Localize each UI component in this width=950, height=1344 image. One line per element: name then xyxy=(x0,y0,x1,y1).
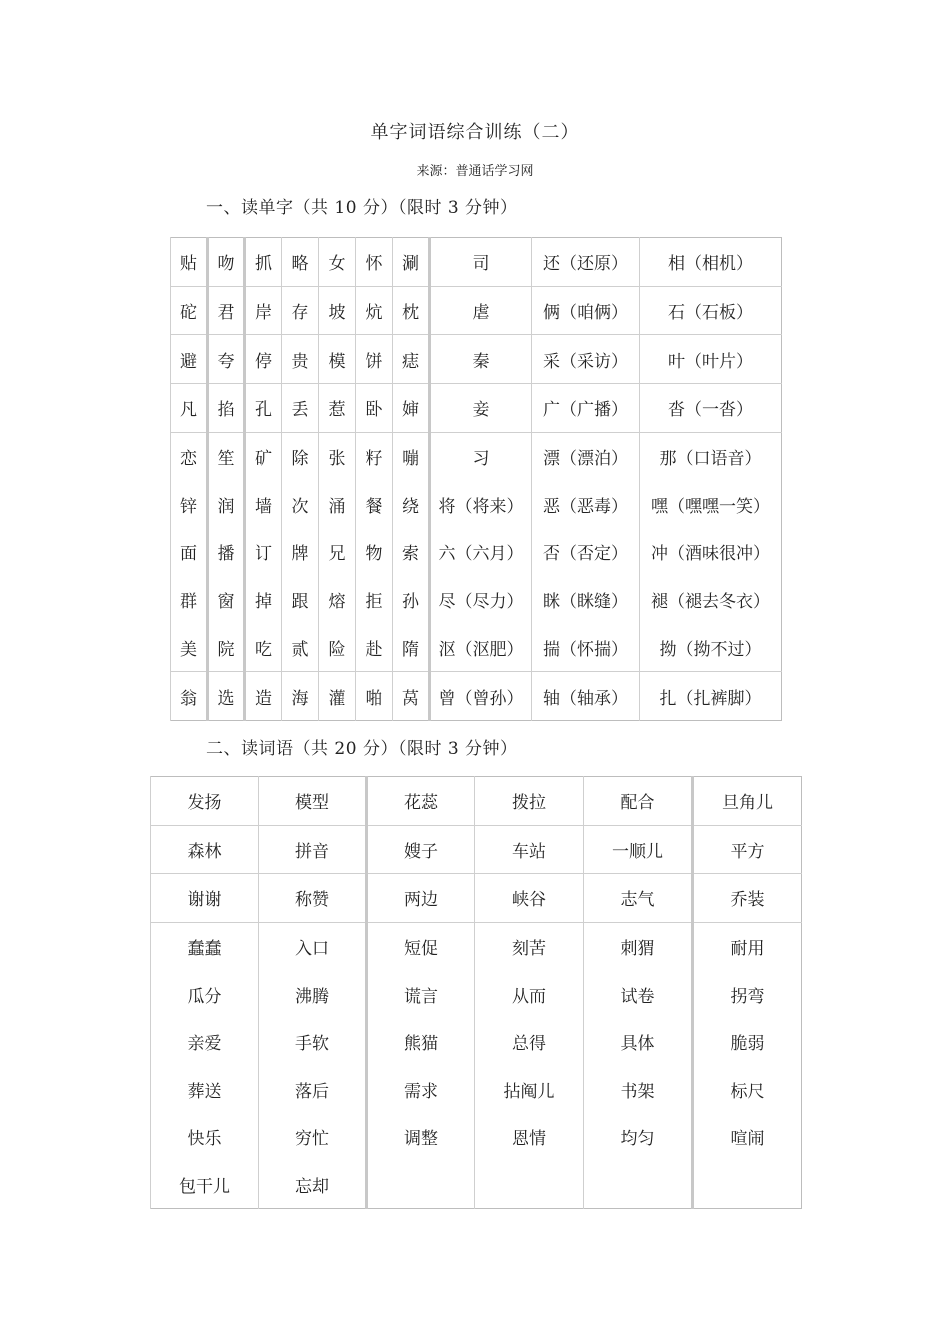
table-row xyxy=(171,528,782,576)
table-cell: 花蕊 xyxy=(367,777,475,826)
table-cell: 嘿（嘿嘿一笑） xyxy=(640,480,782,528)
table-cell: 峡谷 xyxy=(475,874,584,923)
table-cell: 恶（恶毒） xyxy=(532,480,640,528)
table-cell: 岸 xyxy=(245,286,282,335)
table-cell: 啪 xyxy=(356,672,393,721)
table-cell: 翁 xyxy=(171,672,208,721)
table-cell: 痣 xyxy=(393,335,430,384)
table-cell: 六（六月） xyxy=(430,528,532,576)
table-cell: 眯（眯缝） xyxy=(532,576,640,624)
table-cell: 妾 xyxy=(430,384,532,433)
table-cell: 习 xyxy=(430,432,532,480)
section2-heading: 二、读词语（共 20 分）（限时 3 分钟） xyxy=(206,739,518,759)
table-cell: 订 xyxy=(245,528,282,576)
table-cell: 车站 xyxy=(475,825,584,874)
table-cell: 漂（漂泊） xyxy=(532,432,640,480)
table-row xyxy=(151,970,802,1018)
table-cell: 籽 xyxy=(356,432,393,480)
table-cell: 笙 xyxy=(208,432,245,480)
table-row xyxy=(151,825,802,874)
table-cell: 秦 xyxy=(430,335,532,384)
table-cell: 枕 xyxy=(393,286,430,335)
table-cell: 险 xyxy=(319,624,356,672)
table-cell: 跟 xyxy=(282,576,319,624)
table-cell: 嫂子 xyxy=(367,825,475,874)
table-cell: 莴 xyxy=(393,672,430,721)
table-cell: 兄 xyxy=(319,528,356,576)
table-cell: 卧 xyxy=(356,384,393,433)
table-cell: 坡 xyxy=(319,286,356,335)
table-cell: 孙 xyxy=(393,576,430,624)
table-cell: 恋 xyxy=(171,432,208,480)
table-cell: 谎言 xyxy=(367,970,475,1018)
table-cell: 润 xyxy=(208,480,245,528)
table-cell: 司 xyxy=(430,238,532,287)
table-cell: 虐 xyxy=(430,286,532,335)
table-cell: 还（还原） xyxy=(532,238,640,287)
table-cell: 称赞 xyxy=(259,874,367,923)
table-cell: 平方 xyxy=(693,825,802,874)
table-cell: 总得 xyxy=(475,1018,584,1066)
table-cell: 具体 xyxy=(584,1018,693,1066)
table-row xyxy=(171,238,782,287)
table-cell: 美 xyxy=(171,624,208,672)
table-row xyxy=(171,384,782,433)
table-cell: 俩（咱俩） xyxy=(532,286,640,335)
table-cell: 掉 xyxy=(245,576,282,624)
table-cell: 否（否定） xyxy=(532,528,640,576)
table-cell: 涌 xyxy=(319,480,356,528)
table-cell: 女 xyxy=(319,238,356,287)
table-cell: 沸腾 xyxy=(259,970,367,1018)
table-row xyxy=(151,1018,802,1066)
table-row xyxy=(171,624,782,672)
table-cell: 需求 xyxy=(367,1066,475,1114)
table-cell: 模 xyxy=(319,335,356,384)
table-cell xyxy=(693,1161,802,1209)
table-cell: 快乐 xyxy=(151,1113,259,1161)
single-character-table xyxy=(170,237,782,721)
table-cell: 一顺儿 xyxy=(584,825,693,874)
table-cell: 窗 xyxy=(208,576,245,624)
table-cell: 君 xyxy=(208,286,245,335)
table-cell: 忘却 xyxy=(259,1161,367,1209)
table-cell xyxy=(475,1161,584,1209)
table-cell: 蠢蠢 xyxy=(151,922,259,970)
table-row xyxy=(171,480,782,528)
table-cell: 赴 xyxy=(356,624,393,672)
table-cell: 书架 xyxy=(584,1066,693,1114)
table-cell: 入口 xyxy=(259,922,367,970)
table-cell: 叶（叶片） xyxy=(640,335,782,384)
table-cell: 森林 xyxy=(151,825,259,874)
table-row xyxy=(171,576,782,624)
table-row xyxy=(151,777,802,826)
table-cell: 砣 xyxy=(171,286,208,335)
table-cell: 发扬 xyxy=(151,777,259,826)
table-cell: 试卷 xyxy=(584,970,693,1018)
table-cell: 志气 xyxy=(584,874,693,923)
table-cell: 炕 xyxy=(356,286,393,335)
table-cell: 拗（拗不过） xyxy=(640,624,782,672)
table-cell: 凡 xyxy=(171,384,208,433)
table-cell: 夸 xyxy=(208,335,245,384)
table-cell: 张 xyxy=(319,432,356,480)
table-cell: 两边 xyxy=(367,874,475,923)
table-cell: 石（石板） xyxy=(640,286,782,335)
table-cell: 刺猬 xyxy=(584,922,693,970)
table-cell: 褪（褪去冬衣） xyxy=(640,576,782,624)
source-line: 来源：普通话学习网 xyxy=(416,164,534,179)
table-cell: 群 xyxy=(171,576,208,624)
table-cell: 灌 xyxy=(319,672,356,721)
table-cell: 丢 xyxy=(282,384,319,433)
table-cell: 揣（怀揣） xyxy=(532,624,640,672)
table-cell: 手软 xyxy=(259,1018,367,1066)
table-cell: 吃 xyxy=(245,624,282,672)
table-cell: 海 xyxy=(282,672,319,721)
table-cell: 恩情 xyxy=(475,1113,584,1161)
table-row xyxy=(151,1161,802,1209)
table-cell: 婶 xyxy=(393,384,430,433)
table-cell: 选 xyxy=(208,672,245,721)
table-cell: 旦角儿 xyxy=(693,777,802,826)
table-cell: 次 xyxy=(282,480,319,528)
table-cell: 锌 xyxy=(171,480,208,528)
table-row xyxy=(171,432,782,480)
table-cell: 均匀 xyxy=(584,1113,693,1161)
table-cell: 耐用 xyxy=(693,922,802,970)
table-cell: 播 xyxy=(208,528,245,576)
table-cell: 略 xyxy=(282,238,319,287)
table-cell: 那（口语音） xyxy=(640,432,782,480)
table-cell: 贵 xyxy=(282,335,319,384)
table-cell: 面 xyxy=(171,528,208,576)
table-cell xyxy=(584,1161,693,1209)
table-row xyxy=(151,874,802,923)
table-cell: 孔 xyxy=(245,384,282,433)
table-cell: 模型 xyxy=(259,777,367,826)
table-cell: 葬送 xyxy=(151,1066,259,1114)
table-cell: 相（相机） xyxy=(640,238,782,287)
page-title: 单字词语综合训练（二） xyxy=(370,122,580,143)
table-cell: 避 xyxy=(171,335,208,384)
word-table xyxy=(150,776,802,1209)
table-cell: 喧闹 xyxy=(693,1113,802,1161)
table-cell: 贴 xyxy=(171,238,208,287)
table-cell: 饼 xyxy=(356,335,393,384)
table-cell: 怀 xyxy=(356,238,393,287)
table-cell: 存 xyxy=(282,286,319,335)
table-row xyxy=(171,286,782,335)
section1-heading: 一、读单字（共 10 分）（限时 3 分钟） xyxy=(206,198,518,218)
table-cell: 拒 xyxy=(356,576,393,624)
table-cell: 沤（沤肥） xyxy=(430,624,532,672)
table-cell: 吻 xyxy=(208,238,245,287)
table-cell: 短促 xyxy=(367,922,475,970)
table-cell: 索 xyxy=(393,528,430,576)
table-cell: 院 xyxy=(208,624,245,672)
table-cell: 绕 xyxy=(393,480,430,528)
table-cell: 刻苦 xyxy=(475,922,584,970)
table-cell: 熊猫 xyxy=(367,1018,475,1066)
table-cell: 停 xyxy=(245,335,282,384)
table-cell: 贰 xyxy=(282,624,319,672)
table-cell: 物 xyxy=(356,528,393,576)
table-cell: 熔 xyxy=(319,576,356,624)
table-cell: 扎（扎裤脚） xyxy=(640,672,782,721)
table-cell xyxy=(367,1161,475,1209)
table-cell: 包干儿 xyxy=(151,1161,259,1209)
table-cell: 配合 xyxy=(584,777,693,826)
table-row xyxy=(171,335,782,384)
table-cell: 嘣 xyxy=(393,432,430,480)
table-cell: 墙 xyxy=(245,480,282,528)
table-cell: 标尺 xyxy=(693,1066,802,1114)
table-cell: 拼音 xyxy=(259,825,367,874)
table-cell: 惹 xyxy=(319,384,356,433)
table-cell: 尽（尽力） xyxy=(430,576,532,624)
table-cell: 矿 xyxy=(245,432,282,480)
table-cell: 牌 xyxy=(282,528,319,576)
table-cell: 抓 xyxy=(245,238,282,287)
table-cell: 涮 xyxy=(393,238,430,287)
table-cell: 掐 xyxy=(208,384,245,433)
table-cell: 广（广播） xyxy=(532,384,640,433)
table-cell: 冲（酒味很冲） xyxy=(640,528,782,576)
table-cell: 曾（曾孙） xyxy=(430,672,532,721)
table-row xyxy=(151,922,802,970)
table-cell: 拈阄儿 xyxy=(475,1066,584,1114)
table-cell: 轴（轴承） xyxy=(532,672,640,721)
table-cell: 穷忙 xyxy=(259,1113,367,1161)
table-cell: 除 xyxy=(282,432,319,480)
table-cell: 落后 xyxy=(259,1066,367,1114)
table-row xyxy=(171,672,782,721)
table-row xyxy=(151,1113,802,1161)
table-cell: 餐 xyxy=(356,480,393,528)
table-cell: 脆弱 xyxy=(693,1018,802,1066)
table-cell: 造 xyxy=(245,672,282,721)
table-cell: 拐弯 xyxy=(693,970,802,1018)
table-cell: 沓（一沓） xyxy=(640,384,782,433)
table-cell: 从而 xyxy=(475,970,584,1018)
table-cell: 将（将来） xyxy=(430,480,532,528)
table-cell: 谢谢 xyxy=(151,874,259,923)
table-cell: 隋 xyxy=(393,624,430,672)
table-cell: 瓜分 xyxy=(151,970,259,1018)
table-cell: 拨拉 xyxy=(475,777,584,826)
table-cell: 亲爱 xyxy=(151,1018,259,1066)
table-cell: 采（采访） xyxy=(532,335,640,384)
table-row xyxy=(151,1066,802,1114)
table-cell: 调整 xyxy=(367,1113,475,1161)
table-cell: 乔装 xyxy=(693,874,802,923)
